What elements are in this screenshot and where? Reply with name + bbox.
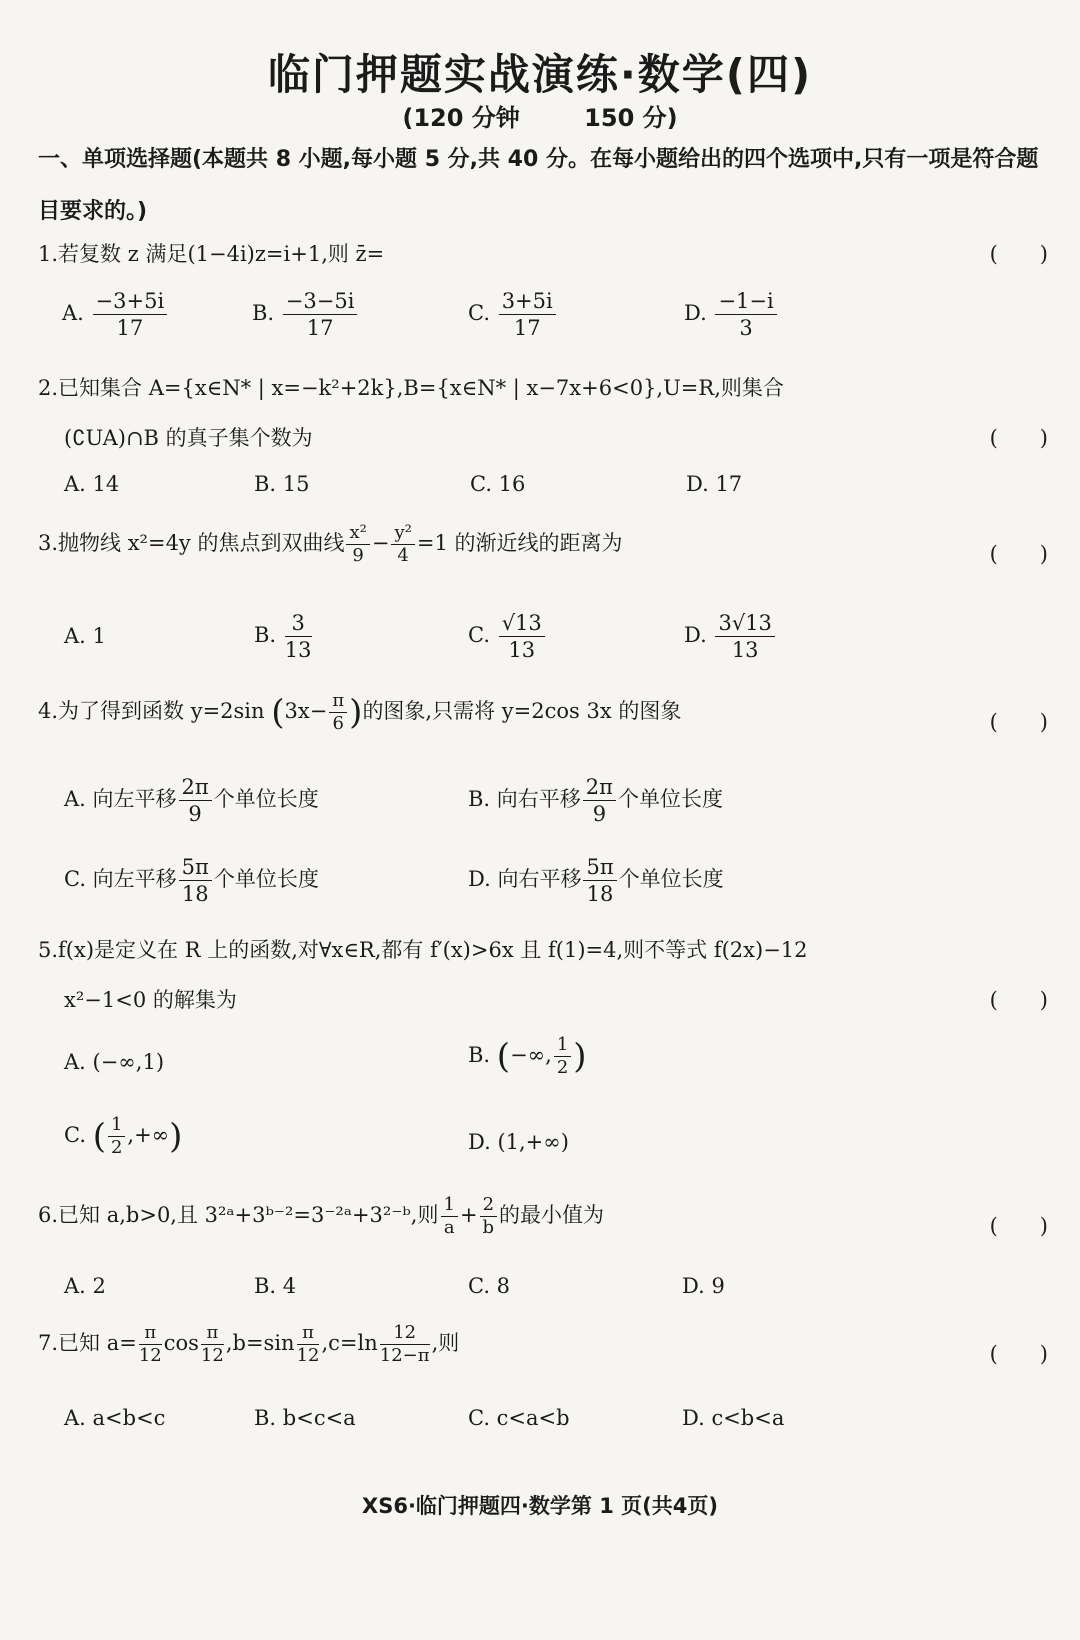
- q2-stem-line-1: 2.已知集合 A={x∈N* | x=−k²+2k},B={x∈N* | x−7x+6<0},U=R,则集合: [38, 376, 784, 400]
- q1-b-den: 17: [306, 316, 334, 340]
- q4-a-post: 个单位长度: [213, 787, 319, 811]
- q3-c-label: C.: [468, 623, 490, 647]
- q6-plus: +: [459, 1203, 478, 1227]
- q1-option-c: [468, 288, 558, 341]
- q3-minus: −: [371, 531, 390, 555]
- q6-stem-post: 的最小值为: [499, 1203, 605, 1227]
- q3-d-den: 13: [731, 638, 759, 662]
- question-4: [38, 690, 1048, 920]
- q4-c-pre: C. 向左平移: [64, 867, 177, 891]
- q7-part-3: ,b=sin: [225, 1331, 295, 1355]
- q1-option-d: [684, 288, 779, 341]
- q3-f2-num: y²: [391, 522, 414, 545]
- q5-b-den: 2: [556, 1057, 569, 1078]
- question-5: [38, 930, 1048, 1180]
- page-footer: XS6·临门押题四·数学第 1 页(共4页): [362, 1494, 718, 1518]
- q4-inner: 3x−: [284, 699, 328, 723]
- q5-c-den: 2: [110, 1137, 123, 1158]
- q1-a-num: −3+5i: [93, 288, 168, 315]
- q4-c-den: 18: [181, 882, 209, 906]
- q1-d-den: 3: [739, 316, 753, 340]
- q1-c-den: 17: [513, 316, 541, 340]
- q4-b-den: 9: [592, 802, 607, 826]
- q7-option-a: A. a<b<c: [64, 1406, 166, 1430]
- q4-b-pre: B. 向右平移: [468, 787, 581, 811]
- q5-c-num: 1: [108, 1114, 125, 1137]
- q3-b-num: 3: [285, 610, 312, 637]
- total-score: 150 分): [584, 104, 678, 132]
- q4-option-b: [468, 774, 723, 827]
- q5-stem-line-2: x²−1<0 的解集为: [64, 988, 237, 1012]
- q7-f2-den: 12: [200, 1345, 224, 1366]
- q5-stem-line-1: 5.f(x)是定义在 R 上的函数,对∀x∈R,都有 f′(x)>6x 且 f(1)=4,则不等式 f(2x)−12: [38, 938, 808, 962]
- q5-b-label: B.: [468, 1043, 491, 1067]
- q3-stem: [38, 522, 622, 567]
- q4-d-post: 个单位长度: [618, 867, 724, 891]
- q2-option-c: C. 16: [470, 472, 526, 496]
- q4-right-paren: ): [349, 692, 363, 733]
- q2-option-a: A. 14: [64, 472, 120, 496]
- q5-c-right-paren: ): [169, 1116, 183, 1157]
- q6-option-b: B. 4: [254, 1274, 297, 1298]
- section-heading: 一、单项选择题(本题共 8 小题,每小题 5 分,共 40 分。在每小题给出的四个选项中,只有一项是符合题目要求的。): [38, 147, 1039, 224]
- q2-option-b: B. 15: [254, 472, 310, 496]
- q3-option-a: A. 1: [64, 624, 106, 648]
- q3-c-num: √13: [499, 610, 545, 637]
- q6-option-a: A. 2: [64, 1274, 106, 1298]
- q2-answer-paren: ( ): [989, 426, 1048, 450]
- q1-option-a: [62, 288, 169, 341]
- q4-option-d: [468, 854, 724, 907]
- q4-b-num: 2π: [583, 774, 616, 801]
- q5-c-left-paren: (: [92, 1116, 106, 1157]
- q7-f3-den: 12: [296, 1345, 320, 1366]
- q6-answer-paren: ( ): [989, 1214, 1048, 1238]
- exam-title: 临门押题实战演练·数学(四): [267, 50, 813, 99]
- q5-answer-paren: ( ): [989, 988, 1048, 1012]
- q3-f2-den: 4: [397, 545, 409, 566]
- q4-c-post: 个单位长度: [213, 867, 319, 891]
- q1-c-num: 3+5i: [499, 288, 556, 315]
- q4-pi-den: 6: [332, 713, 344, 734]
- q6-stem-pre: 6.已知 a,b>0,且 3²ᵃ+3ᵇ⁻²=3⁻²ᵃ+3²⁻ᵇ,则: [38, 1203, 439, 1227]
- q5-option-c: [64, 1114, 182, 1159]
- q3-f1-den: 9: [352, 545, 364, 566]
- q7-f1-num: π: [139, 1322, 162, 1345]
- q1-d-label: D.: [684, 301, 707, 325]
- q1-answer-paren: ( ): [989, 242, 1048, 266]
- q4-a-pre: A. 向左平移: [64, 787, 177, 811]
- q5-option-a: A. (−∞,1): [64, 1050, 165, 1074]
- question-1: [38, 232, 1048, 352]
- q2-stem-line-2: (∁UA)∩B 的真子集个数为: [64, 426, 313, 450]
- q5-c-post: ,+∞: [127, 1123, 170, 1147]
- q6-option-d: D. 9: [682, 1274, 725, 1298]
- q7-f3-num: π: [297, 1322, 320, 1345]
- q4-a-den: 9: [188, 802, 202, 826]
- question-2: [38, 368, 1048, 498]
- time-limit: (120 分钟: [402, 104, 520, 132]
- q5-option-b: [468, 1034, 587, 1079]
- q4-stem-post: 的图象,只需将 y=2cos 3x 的图象: [362, 699, 682, 723]
- q4-left-paren: (: [271, 692, 285, 733]
- q1-a-den: 17: [116, 316, 144, 340]
- q6-stem: [38, 1194, 604, 1239]
- q7-answer-paren: ( ): [989, 1342, 1048, 1366]
- q4-stem: [38, 690, 681, 735]
- q5-b-right-paren: ): [573, 1036, 587, 1077]
- exam-subtitle: [0, 98, 1080, 133]
- q7-f2-num: π: [201, 1322, 224, 1345]
- q7-part-4: ,c=ln: [321, 1331, 378, 1355]
- question-3: [38, 522, 1048, 672]
- q3-b-den: 13: [284, 638, 312, 662]
- q7-option-b: B. b<c<a: [254, 1406, 356, 1430]
- q1-stem: 1.若复数 z 满足(1−4i)z=i+1,则 z̄=: [38, 242, 385, 266]
- question-6: [38, 1194, 1048, 1314]
- q3-stem-post: =1 的渐近线的距离为: [416, 531, 623, 555]
- q3-stem-pre: 3.抛物线 x²=4y 的焦点到双曲线: [38, 531, 345, 555]
- q5-b-pre: −∞,: [510, 1043, 552, 1067]
- q7-part-1: 7.已知 a=: [38, 1331, 137, 1355]
- question-7: [38, 1322, 1048, 1442]
- q1-b-label: B.: [252, 301, 275, 325]
- q7-part-2: cos: [163, 1331, 199, 1355]
- q1-b-num: −3−5i: [283, 288, 358, 315]
- q7-f1-den: 12: [138, 1345, 162, 1366]
- q4-d-num: 5π: [583, 854, 616, 881]
- q5-c-label: C.: [64, 1123, 86, 1147]
- q4-option-c: [64, 854, 319, 907]
- q6-f1-num: 1: [441, 1194, 458, 1217]
- q2-option-d: D. 17: [686, 472, 743, 496]
- q3-d-label: D.: [684, 623, 707, 647]
- q5-b-num: 1: [554, 1034, 571, 1057]
- q1-c-label: C.: [468, 301, 490, 325]
- q1-a-label: A.: [62, 301, 84, 325]
- q5-b-left-paren: (: [496, 1036, 511, 1077]
- q4-stem-pre: 4.为了得到函数 y=2sin: [38, 699, 265, 723]
- q6-option-c: C. 8: [468, 1274, 511, 1298]
- q3-f1-num: x²: [346, 522, 369, 545]
- q3-option-b: [254, 610, 314, 663]
- q4-pi-num: π: [329, 690, 347, 713]
- q5-option-d: D. (1,+∞): [468, 1130, 569, 1154]
- q4-d-pre: D. 向右平移: [468, 867, 582, 891]
- q3-option-d: [684, 610, 777, 663]
- q1-d-num: −1−i: [715, 288, 776, 315]
- q1-option-b: [252, 288, 359, 341]
- q7-f4-den: 12−π: [379, 1345, 430, 1366]
- q6-f2-num: 2: [480, 1194, 497, 1217]
- q3-d-num: 3√13: [715, 610, 774, 637]
- q3-c-den: 13: [508, 638, 536, 662]
- q7-stem: [38, 1322, 459, 1367]
- q4-c-num: 5π: [179, 854, 212, 881]
- q3-b-label: B.: [254, 623, 277, 647]
- q4-a-num: 2π: [179, 774, 212, 801]
- q4-answer-paren: ( ): [989, 710, 1048, 734]
- q7-f4-num: 12: [380, 1322, 430, 1345]
- q7-option-c: C. c<a<b: [468, 1406, 570, 1430]
- q4-option-a: [64, 774, 319, 827]
- q3-answer-paren: ( ): [989, 542, 1048, 566]
- q7-option-d: D. c<b<a: [682, 1406, 785, 1430]
- q4-d-den: 18: [586, 882, 614, 906]
- q6-f2-den: b: [482, 1217, 495, 1238]
- q3-option-c: [468, 610, 547, 663]
- q6-f1-den: a: [443, 1217, 455, 1238]
- q7-part-5: ,则: [431, 1331, 460, 1355]
- q4-b-post: 个单位长度: [617, 787, 723, 811]
